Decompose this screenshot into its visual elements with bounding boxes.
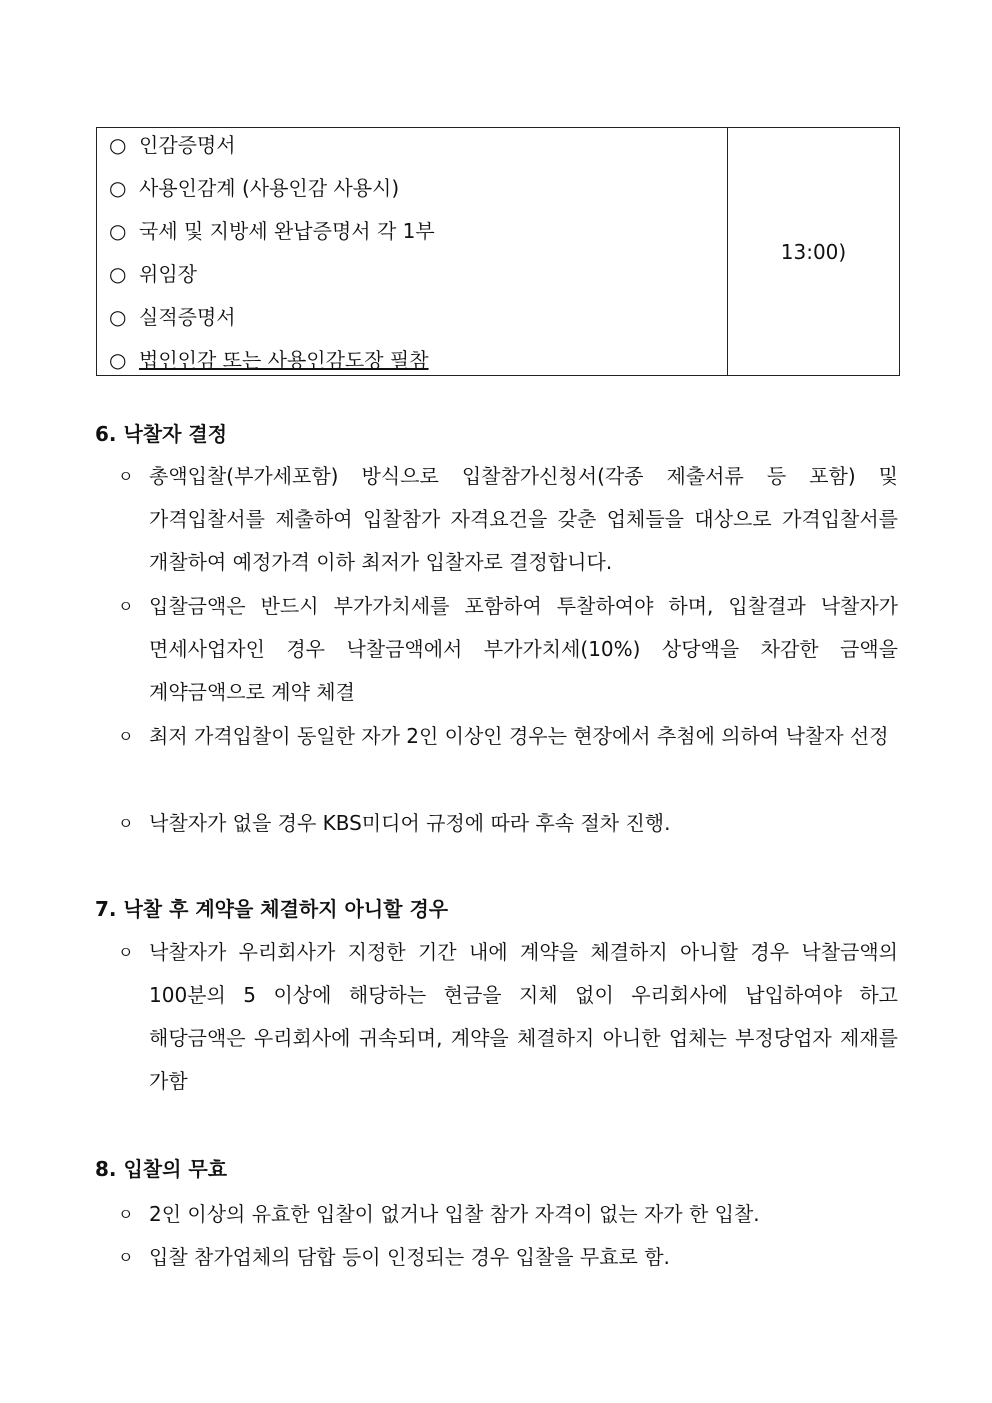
bullet-mark: ㅇ xyxy=(118,597,134,616)
requirement-item xyxy=(109,261,197,287)
requirement-text: 실적증명서 xyxy=(139,305,236,329)
circle-mark: ○ xyxy=(109,305,127,329)
list-item-text: 입찰 참가업체의 담합 등이 인정되는 경우 입찰을 무효로 함. xyxy=(149,1245,670,1269)
list-item-text: 낙찰자가 우리회사가 지정한 기간 내에 계약을 체결하지 아니할 경우 낙찰금액의 100분의 5 이상에 해당하는 현금을 지체 없이 우리회사에 납입하여야 하고 해당금액은 우리회사에 귀속되며, 계약을 체결하지 아니한 업체는 부정당업자 제재를 가함 xyxy=(149,940,898,1093)
list-item xyxy=(118,715,898,758)
requirement-text: 위임장 xyxy=(139,262,197,286)
requirement-text: 사용인감계 (사용인감 사용시) xyxy=(139,176,400,200)
schedule-cell: 13:00) xyxy=(780,239,847,264)
circle-mark: ○ xyxy=(109,262,127,286)
bullet-mark: ㅇ xyxy=(118,1248,134,1267)
circle-mark: ○ xyxy=(109,219,127,243)
requirement-item xyxy=(109,132,236,158)
bullet-mark: ㅇ xyxy=(118,1205,134,1224)
section-heading: 8. 입찰의 무효 xyxy=(95,1157,228,1181)
circle-mark: ○ xyxy=(109,133,127,157)
bullet-mark: ㅇ xyxy=(118,943,134,962)
list-item xyxy=(118,585,898,714)
list-item-text: 최저 가격입찰이 동일한 자가 2인 이상인 경우는 현장에서 추첨에 의하여 낙찰자 선정 xyxy=(149,724,889,748)
requirement-item xyxy=(109,304,236,330)
list-item-text: 낙찰자가 없을 경우 KBS미디어 규정에 따라 후속 절차 진행. xyxy=(149,811,671,835)
list-item-text: 총액입찰(부가세포함) 방식으로 입찰참가신청서(각종 제출서류 등 포함) 및 가격입찰서를 제출하여 입찰참가 자격요건을 갖춘 업체들을 대상으로 가격입찰서를 개찰하여 예정가격 이하 최저가 입찰자로 결정합니다. xyxy=(149,464,898,574)
section-heading: 6. 낙찰자 결정 xyxy=(95,422,228,446)
list-item-text: 입찰금액은 반드시 부가가치세를 포함하여 투찰하여야 하며, 입찰결과 낙찰자가 면세사업자인 경우 낙찰금액에서 부가가치세(10%) 상당액을 차감한 금액을 계약금액으로 계약 체결 xyxy=(149,594,898,704)
list-item xyxy=(118,1236,898,1279)
requirements-list xyxy=(97,128,728,375)
list-item xyxy=(118,455,898,584)
list-item xyxy=(118,1193,898,1236)
list-item xyxy=(118,802,898,845)
requirement-item xyxy=(109,175,399,201)
requirement-text: 인감증명서 xyxy=(139,133,236,157)
requirement-text: 국세 및 지방세 완납증명서 각 1부 xyxy=(139,219,435,243)
bullet-mark: ㅇ xyxy=(118,727,134,746)
bullet-mark: ㅇ xyxy=(118,814,134,833)
circle-mark: ○ xyxy=(109,348,127,372)
section-heading: 7. 낙찰 후 계약을 체결하지 아니할 경우 xyxy=(95,897,449,921)
requirements-table xyxy=(96,127,900,376)
circle-mark: ○ xyxy=(109,176,127,200)
requirement-item xyxy=(109,218,435,244)
list-item xyxy=(118,931,898,1103)
list-item-text: 2인 이상의 유효한 입찰이 없거나 입찰 참가 자격이 없는 자가 한 입찰. xyxy=(149,1202,760,1226)
requirement-item xyxy=(109,347,429,373)
requirement-text: 법인인감 또는 사용인감도장 필참 xyxy=(139,348,429,372)
bullet-mark: ㅇ xyxy=(118,467,134,486)
